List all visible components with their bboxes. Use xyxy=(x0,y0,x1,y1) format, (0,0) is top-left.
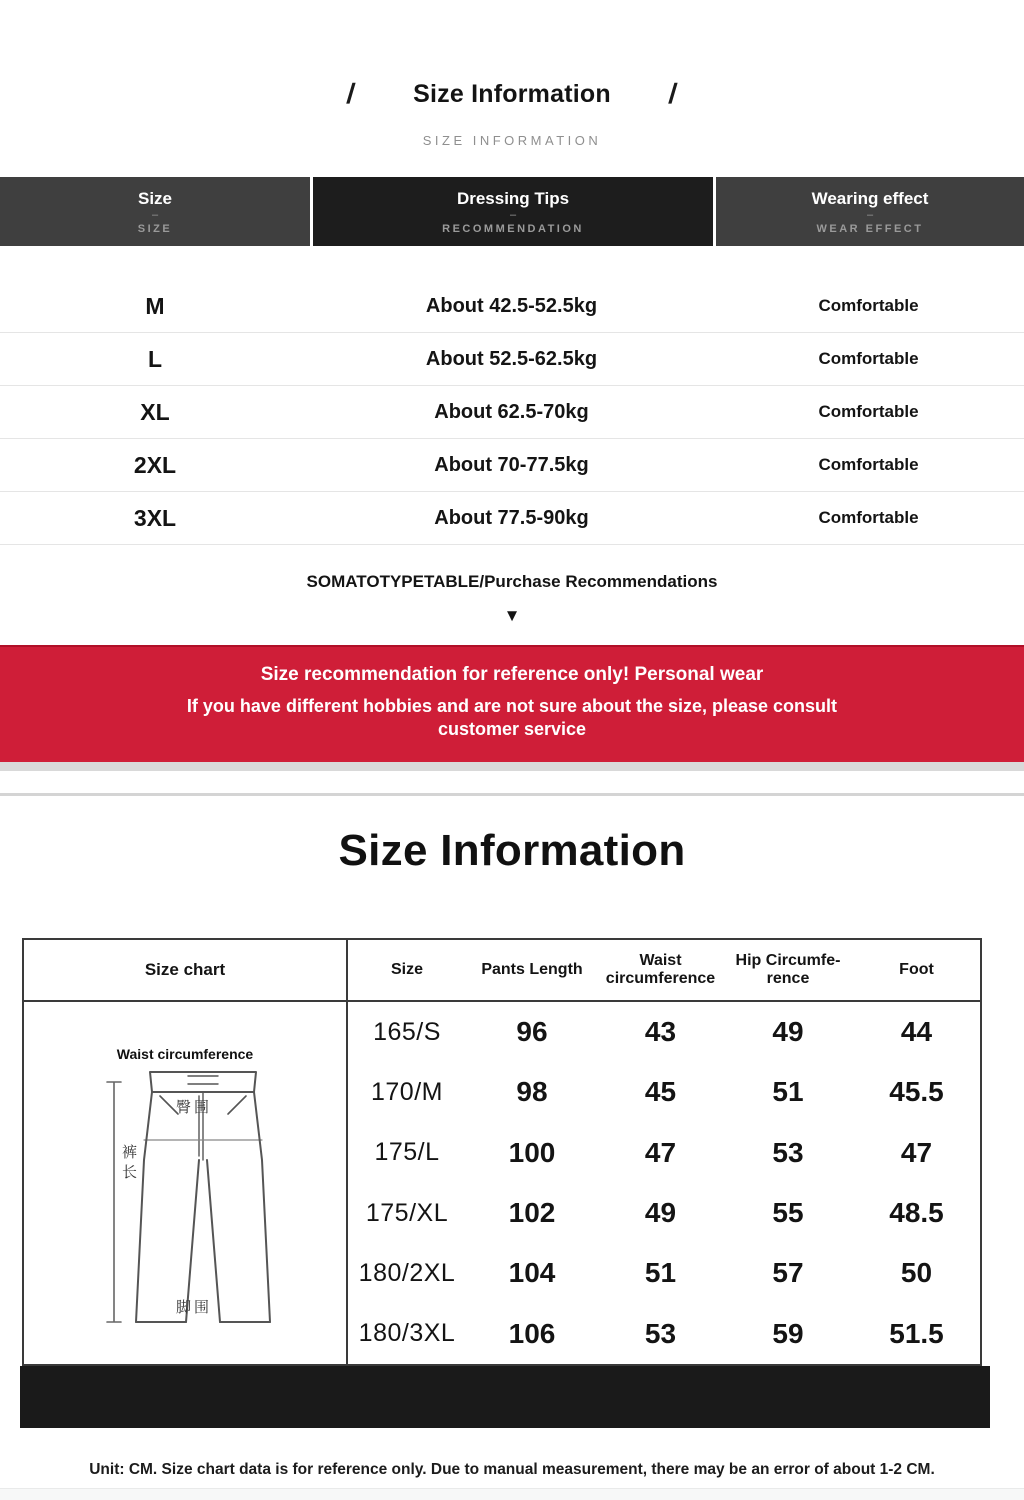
header-cell-wearing-effect xyxy=(716,177,1024,246)
column-header-hip: Hip Circumfe-rence xyxy=(735,951,841,987)
size-value: 175/L xyxy=(374,1138,440,1167)
foot-value: 47 xyxy=(900,1136,933,1168)
section1-title-row xyxy=(0,78,1024,110)
wear-effect: Comfortable xyxy=(818,455,919,474)
wear-effect: Comfortable xyxy=(818,508,919,527)
somatotype-note: SOMATOTYPETABLE/Purchase Recommendations xyxy=(306,572,718,591)
pants-length-value: 104 xyxy=(508,1257,556,1289)
table-row xyxy=(348,1304,980,1364)
unit-note: Unit: CM. Size chart data is for reference only. Due to manual measurement, there may be an error of about 1-2 CM. xyxy=(89,1461,935,1478)
pants-diagram-cell xyxy=(24,1002,348,1364)
table-row xyxy=(348,1123,980,1183)
waist-value: 49 xyxy=(644,1197,677,1229)
waist-value: 47 xyxy=(644,1136,677,1168)
size-chart-table xyxy=(22,938,982,1366)
size-chart-columns xyxy=(348,940,980,1000)
weight-range: About 77.5-90kg xyxy=(434,506,589,529)
table-row xyxy=(348,1183,980,1243)
size-value: L xyxy=(147,345,163,372)
size-chart-rows xyxy=(348,1002,980,1364)
wear-effect: Comfortable xyxy=(818,349,919,368)
hip-value: 49 xyxy=(772,1016,804,1048)
footer-dark-bar xyxy=(20,1366,990,1428)
column-header-pants-length: Pants Length xyxy=(481,960,583,978)
section1-subtitle: SIZE INFORMATION xyxy=(422,133,602,148)
header-cell-dressing-tips xyxy=(313,177,713,246)
banner-line1: Size recommendation for reference only! Personal wear xyxy=(260,664,764,685)
header-dash: – xyxy=(509,208,517,221)
pants-length-value: 106 xyxy=(508,1317,556,1349)
table-row xyxy=(0,333,1024,386)
hip-value: 57 xyxy=(772,1257,804,1289)
size-value: M xyxy=(145,292,165,319)
weight-range: About 70-77.5kg xyxy=(434,453,589,476)
weight-range: About 62.5-70kg xyxy=(434,400,589,423)
header-sublabel: RECOMMENDATION xyxy=(442,222,584,235)
table-row xyxy=(0,386,1024,439)
header-label: Dressing Tips xyxy=(456,188,570,208)
diagram-hip-label: 臀围 xyxy=(175,1099,212,1116)
arrow-down-icon: ▼ xyxy=(503,606,521,625)
pants-length-value: 100 xyxy=(508,1136,556,1168)
size-value: 175/XL xyxy=(365,1198,449,1227)
waist-value: 53 xyxy=(644,1317,677,1349)
hip-value: 53 xyxy=(772,1136,804,1168)
hip-value: 59 xyxy=(772,1317,804,1349)
diagram-length-label: 裤长 xyxy=(120,1144,137,1184)
foot-value: 44 xyxy=(900,1016,933,1048)
size-value: 165/S xyxy=(373,1017,441,1046)
size-value: XL xyxy=(140,398,170,425)
slash-right-decoration: / xyxy=(667,78,679,109)
column-header-foot: Foot xyxy=(899,960,934,978)
bottom-edge-strip xyxy=(0,1488,1024,1500)
foot-value: 48.5 xyxy=(889,1197,944,1229)
header-label: Size xyxy=(137,188,173,208)
header-dash: – xyxy=(151,208,159,221)
table-row xyxy=(348,1243,980,1303)
foot-value: 51.5 xyxy=(889,1317,944,1349)
header-sublabel: WEAR EFFECT xyxy=(816,222,924,235)
column-header-size: Size xyxy=(390,960,423,978)
wear-effect: Comfortable xyxy=(818,402,919,421)
section2-title: Size Information xyxy=(338,826,686,875)
size-value: 2XL xyxy=(133,451,177,478)
size-table-header xyxy=(0,177,1024,246)
waist-value: 43 xyxy=(644,1016,677,1048)
pants-length-value: 96 xyxy=(516,1016,548,1048)
section-seam-line xyxy=(0,793,1024,796)
table-row xyxy=(0,280,1024,333)
header-label: Wearing effect xyxy=(811,188,929,208)
size-recommendation-banner xyxy=(0,645,1024,764)
size-value: 180/3XL xyxy=(358,1319,456,1348)
weight-range: About 42.5-52.5kg xyxy=(425,294,598,317)
header-sublabel: SIZE xyxy=(137,222,173,235)
table-row xyxy=(0,439,1024,492)
waist-value: 45 xyxy=(644,1076,677,1108)
size-chart-header-row xyxy=(24,940,980,1002)
foot-value: 50 xyxy=(900,1257,933,1289)
column-header-waist: Waist circumference xyxy=(605,951,716,987)
size-value: 180/2XL xyxy=(358,1258,456,1287)
diagram-waist-label: Waist circumference xyxy=(116,1046,254,1062)
slash-left-decoration: / xyxy=(345,78,357,109)
hip-value: 55 xyxy=(772,1197,804,1229)
pants-length-value: 102 xyxy=(508,1197,556,1229)
size-chart-corner-label: Size chart xyxy=(24,940,348,1000)
wear-effect: Comfortable xyxy=(818,296,919,315)
header-dash: – xyxy=(866,208,874,221)
section-divider-strip xyxy=(0,762,1024,771)
table-row xyxy=(348,1062,980,1122)
hip-value: 51 xyxy=(772,1076,804,1108)
foot-value: 45.5 xyxy=(889,1076,944,1108)
header-cell-size xyxy=(0,177,310,246)
waist-value: 51 xyxy=(644,1257,677,1289)
size-value: 3XL xyxy=(133,504,177,531)
table-row xyxy=(348,1002,980,1062)
table-row xyxy=(0,492,1024,545)
pants-length-value: 98 xyxy=(516,1076,548,1108)
size-value: 170/M xyxy=(371,1077,443,1106)
section1-title: Size Information xyxy=(413,79,611,108)
banner-line2: If you have different hobbies and are not sure about the size, please consult customer service xyxy=(186,696,838,740)
diagram-foot-label: 脚围 xyxy=(176,1299,213,1316)
weight-range: About 52.5-62.5kg xyxy=(425,347,598,370)
size-table-body xyxy=(0,280,1024,545)
size-chart-body xyxy=(24,1002,980,1364)
